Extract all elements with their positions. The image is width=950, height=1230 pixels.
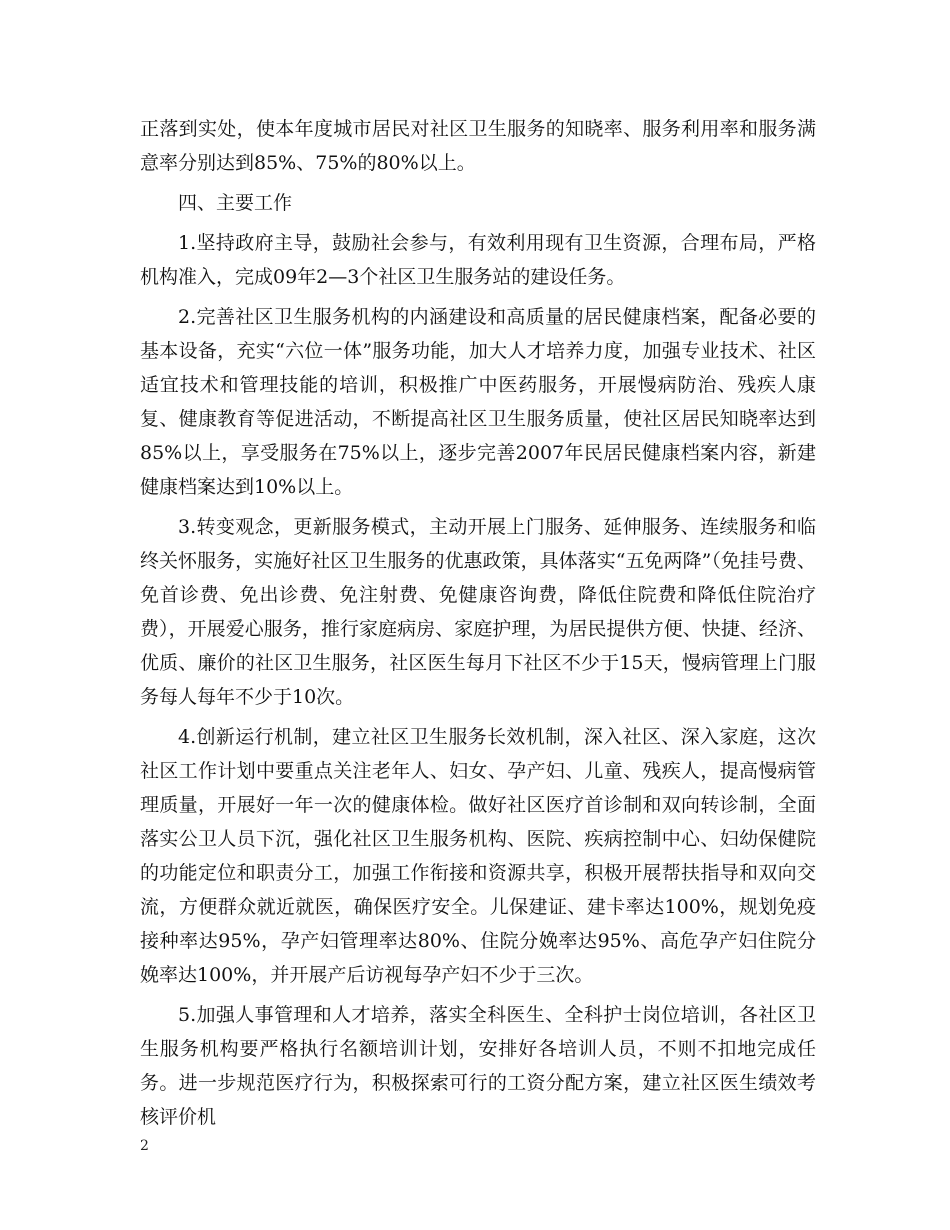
paragraph-item-2: 2.完善社区卫生服务机构的内涵建设和高质量的居民健康档案，配备必要的基本设备，充实“六位一体”服务功能，加大人才培养力度，加强专业技术、社区适宜技术和管理技能的培训，积极推广中医药服务，开展慢病防治、残疾人康复、健康教育等促进活动，不断提高社区卫生服务质量，使社区居民知晓率达到85%以上，享受服务在75%以上，逐步完善2007年民居民健康档案内容，新建健康档案达到10%以上。 bbox=[140, 306, 816, 498]
paragraph-item-3: 3.转变观念，更新服务模式，主动开展上门服务、延伸服务、连续服务和临终关怀服务，实施好社区卫生服务的优惠政策，具体落实“五免两降”（免挂号费、免首诊费、免出诊费、免注射费、免健康咨询费，降低住院费和降低住院治疗费），开展爱心服务，推行家庭病房、家庭护理，为居民提供方便、快捷、经济、优质、廉价的社区卫生服务，社区医生每月下社区不少于15天，慢病管理上门服务每人每年不少于10次。 bbox=[140, 516, 816, 708]
document-page bbox=[140, 112, 816, 1134]
paragraph-item-5: 5.加强人事管理和人才培养，落实全科医生、全科护士岗位培训，各社区卫生服务机构要严格执行名额培训计划，安排好各培训人员，不则不扣地完成任务。进一步规范医疗行为，积极探索可行的工资分配方案，建立社区医生绩效考核评价机 bbox=[140, 1004, 816, 1128]
paragraph-item-1: 1.坚持政府主导，鼓励社会参与，有效利用现有卫生资源，合理布局，严格机构准入，完成09年2—3个社区卫生服务站的建设任务。 bbox=[140, 232, 816, 288]
section-heading: 四、主要工作 bbox=[178, 192, 293, 214]
paragraph-continuation: 正落到实处，使本年度城市居民对社区卫生服务的知晓率、服务利用率和服务满意率分别达到85%、75%的80%以上。 bbox=[140, 118, 816, 174]
paragraph-item-4: 4.创新运行机制，建立社区卫生服务长效机制，深入社区、深入家庭，这次社区工作计划中要重点关注老年人、妇女、孕产妇、儿童、残疾人，提高慢病管理质量，开展好一年一次的健康体检。做好社区医疗首诊制和双向转诊制，全面落实公卫人员下沉，强化社区卫生服务机构、医院、疾病控制中心、妇幼保健院的功能定位和职责分工，加强工作衔接和资源共享，积极开展帮扶指导和双向交流，方便群众就近就医，确保医疗安全。儿保建证、建卡率达100%，规划免疫接种率达95%，孕产妇管理率达80%、住院分娩率达95%、高危孕产妇住院分娩率达100%，并开展产后访视每孕产妇不少于三次。 bbox=[140, 726, 816, 986]
page-number: 2 bbox=[140, 1138, 149, 1154]
